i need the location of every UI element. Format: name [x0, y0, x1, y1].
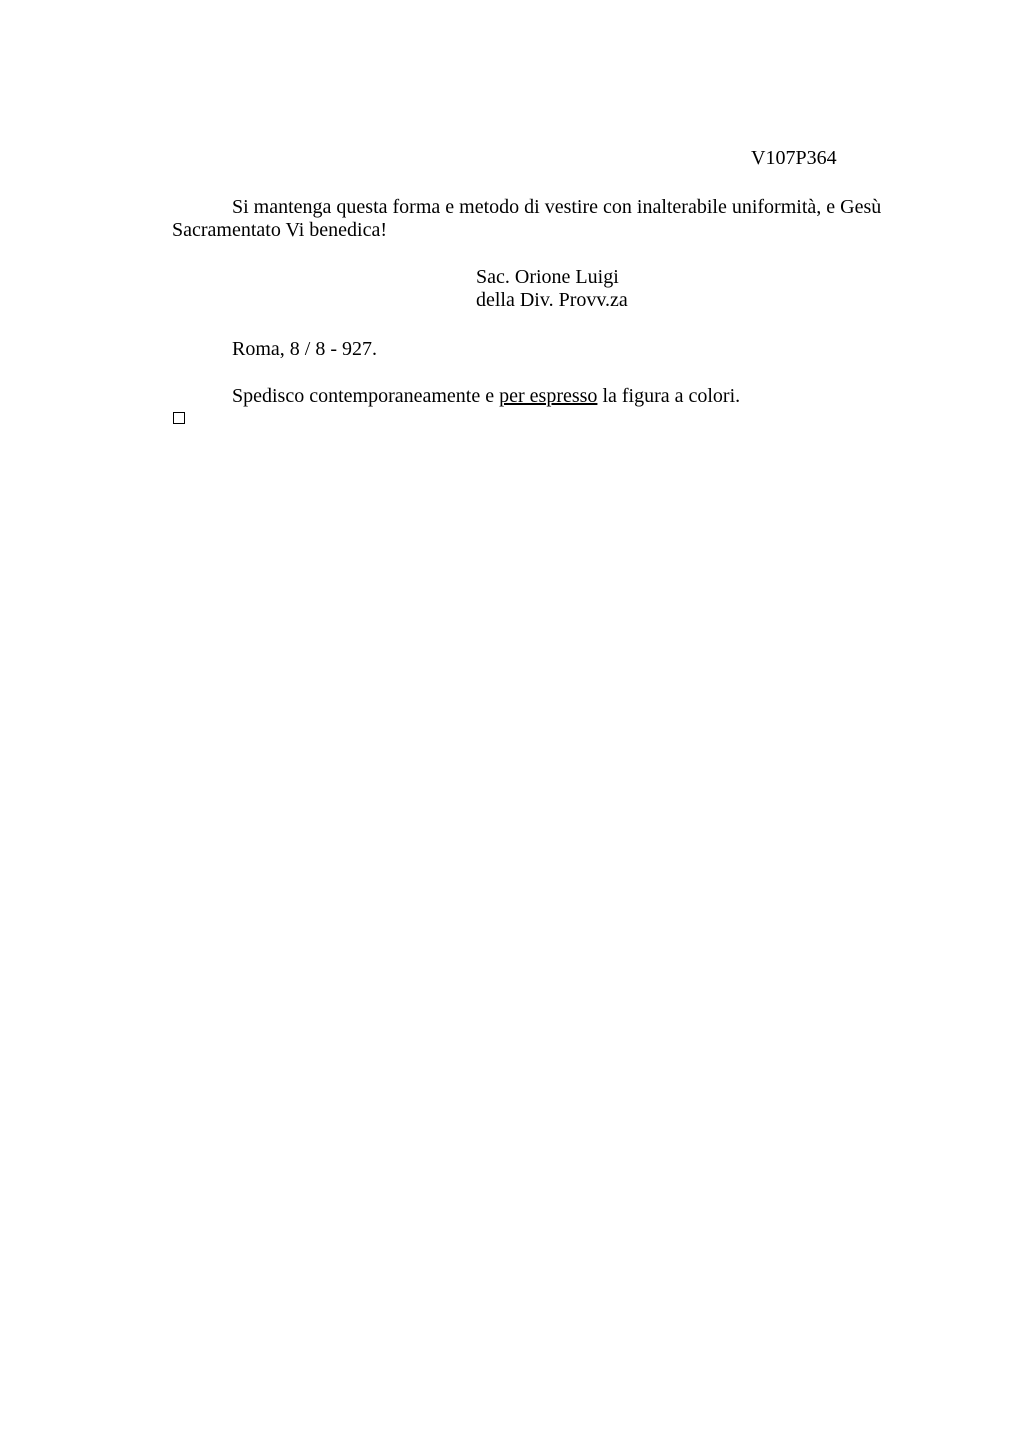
postscript-text-before: Spedisco contemporaneamente e — [232, 385, 500, 407]
page-reference: V107P364 — [751, 147, 837, 169]
signature-name: Sac. Orione Luigi — [476, 266, 619, 288]
signature-title: della Div. Provv.za — [476, 289, 628, 311]
paragraph-closing-blessing: Si mantenga questa forma e metodo di vestire con inalterabile uniformità, e Gesù Sacramentato Vi benedica! — [172, 196, 882, 241]
postscript-text-after: la figura a colori. — [597, 385, 741, 407]
empty-square-icon — [173, 412, 185, 424]
date-line: Roma, 8 / 8 - 927. — [232, 338, 377, 360]
postscript-underlined-text: per espresso — [499, 385, 598, 407]
signature-block — [476, 266, 628, 312]
paragraph-postscript — [232, 385, 740, 408]
